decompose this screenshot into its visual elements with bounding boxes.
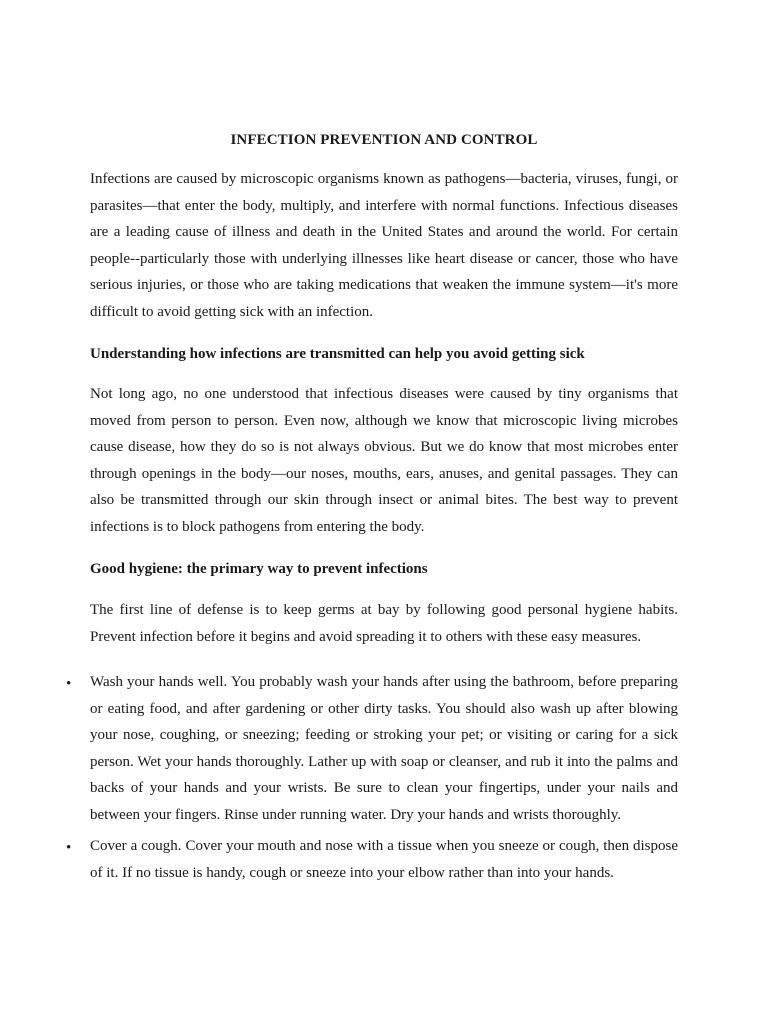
bullet-item-cough: Cover a cough. Cover your mouth and nose with a tissue when you sneeze or cough, then dispose of it. If no tissue is handy, cough or sneeze into your elbow rather than into your hands. — [90, 838, 678, 881]
intro-paragraph: Infections are caused by microscopic organisms known as pathogens—bacteria, viruses, fungi, or parasites—that enter the body, multiply, and interfere with normal functions. Infectious diseases are a leading cause of illness and death in the United States and around the world. For certain people--particularly those with underlying illnesses like heart disease or cancer, those who have serious injuries, or those who are taking medications that weaken the immune system—it's more difficult to avoid getting sick with an infection. — [90, 171, 678, 320]
section-heading-hygiene: Good hygiene: the primary way to prevent infections — [90, 561, 428, 577]
transmission-paragraph: Not long ago, no one understood that infectious diseases were caused by tiny organisms that moved from person to person. Even now, although we know that microscopic living microbes cause disease, how they do so is not always obvious. But we do know that most microbes enter through openings in the body—our noses, mouths, ears, anuses, and genital passages. They can also be transmitted through our skin through insect or animal bites. The best way to prevent infections is to block pathogens from entering the body. — [90, 386, 678, 535]
bullet-item-handwashing: Wash your hands well. You probably wash your hands after using the bathroom, before preparing or eating food, and after gardening or other dirty tasks. You should also wash up after blowing your nose, coughing, or sneezing; feeding or stroking your pet; or visiting or caring for a sick person. Wet your hands thoroughly. Lather up with soap or cleanser, and rub it into the palms and backs of your hands and your wrists. Be sure to clean your fingertips, under your nails and between your fingers. Rinse under running water. Dry your hands and wrists thoroughly. — [90, 674, 678, 823]
hygiene-paragraph: The first line of defense is to keep germs at bay by following good personal hygiene habits. Prevent infection before it begins and avoid spreading it to others with these easy measures. — [90, 602, 678, 645]
section-heading-transmission: Understanding how infections are transmitted can help you avoid getting sick — [90, 346, 585, 362]
bullet-marker: • — [66, 676, 72, 692]
bullet-marker: • — [66, 840, 72, 856]
document-title: INFECTION PREVENTION AND CONTROL — [230, 132, 538, 148]
